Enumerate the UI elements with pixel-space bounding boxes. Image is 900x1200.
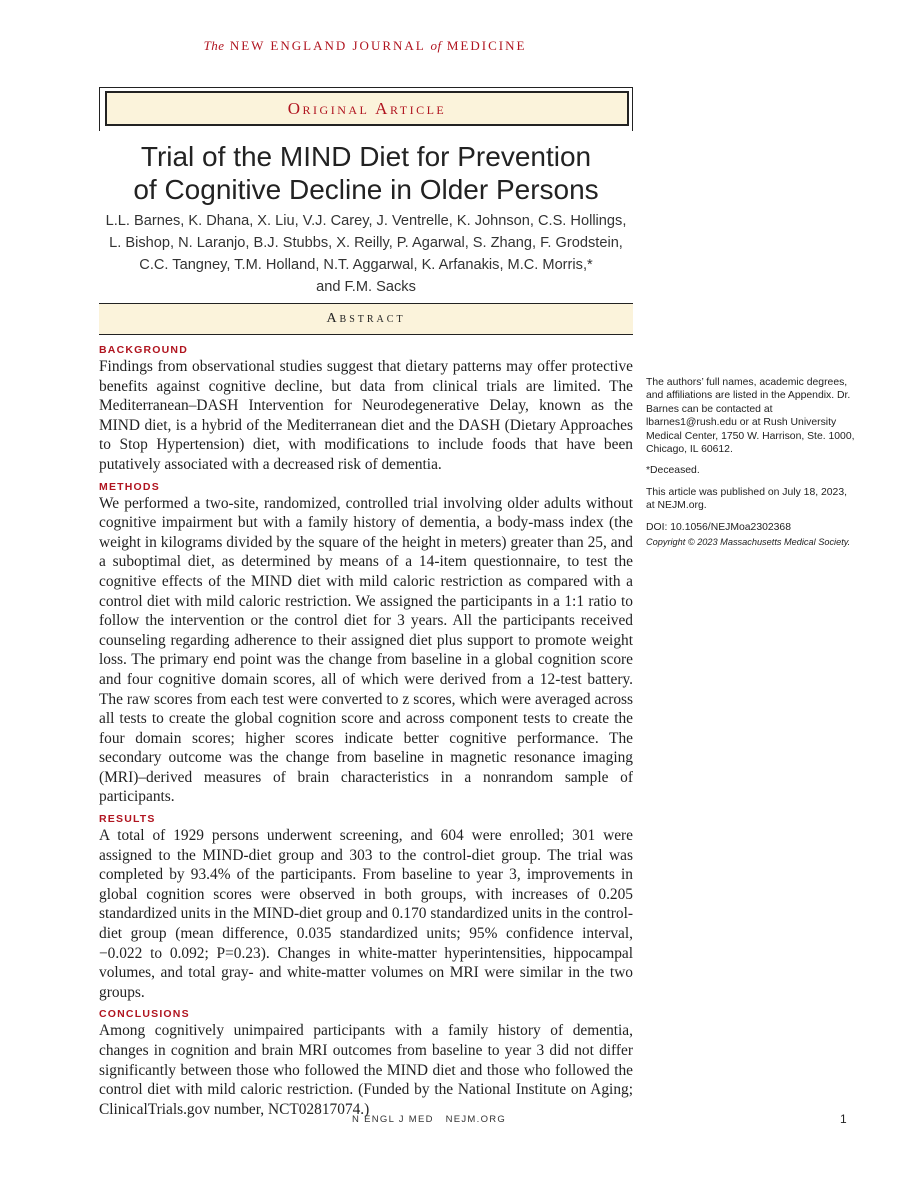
results-text: A total of 1929 persons underwent screening, and 604 were enrolled; 301 were assigned to the MIND-diet group and 303 to the control-diet group. The trial was completed by 93.4% of the participants. From baseline to year 3, improvements in global cognition scores were observed in both groups, with increases of 0.205 standardized units in the MIND-diet group and 0.170 standardized units in the control-diet group (mean difference, 0.035 standardized units; 95% confidence interval, −0.022 to 0.092; P=0.23). Changes in white-matter hyperintensities, hippocampal volumes, and total gray- and white-matter volumes on MRI were similar in the two groups. <box>99 827 633 1001</box>
conclusions-text: Among cognitively unimpaired participants with a family history of dementia, changes in cognition and brain MRI outcomes from baseline to year 3 did not differ significantly between those who followed the MIND diet and those who followed the control diet with mild caloric restriction. (Funded by the National Institute on Aging; ClinicalTrials.gov number, NCT02817074.) <box>99 1022 633 1118</box>
journal-prefix: The <box>203 38 225 53</box>
published-note: This article was published on July 18, 2023, at NEJM.org. <box>646 486 847 512</box>
abstract-header <box>99 303 633 335</box>
journal-name-end: MEDICINE <box>446 38 527 53</box>
doi-note: DOI: 10.1056/NEJMoa2302368 <box>646 521 791 533</box>
conclusions-heading: CONCLUSIONS <box>99 1008 190 1021</box>
journal-name-main: NEW ENGLAND JOURNAL <box>229 38 426 53</box>
background-text: Findings from observational studies suggest that dietary patterns may offer protective benefits against cognitive decline, but data from clinical trials are limited. The Mediterranean–DASH Intervention for Neurodegenerative Delay, known as the MIND diet, is a hybrid of the Mediterranean diet and the DASH (Dietary Approaches to Stop Hypertension) diet, with modifications to include foods that have been putatively associated with a decreased risk of dementia. <box>99 358 633 473</box>
title-line-1: Trial of the MIND Diet for Prevention <box>140 141 592 172</box>
author-line-1: L.L. Barnes, K. Dhana, X. Liu, V.J. Carey, J. Ventrelle, K. Johnson, C.S. Hollings, <box>105 213 627 229</box>
results-heading: RESULTS <box>99 813 156 826</box>
affiliations-note: The authors’ full names, academic degrees, and affiliations are listed in the Appendix. Dr. Barnes can be contacted at lbarnes1@rush.edu or at Rush University Medical Center, 1750 W. Harrison, Ste. 1000, Chicago, IL 60612. <box>646 377 855 456</box>
author-list <box>99 210 633 298</box>
copyright-note: Copyright © 2023 Massachusetts Medical Society. <box>646 537 851 548</box>
author-line-2: L. Bishop, N. Laranjo, B.J. Stubbs, X. Reilly, P. Agarwal, S. Zhang, F. Grodstein, <box>109 235 623 251</box>
journal-reference: N ENGL J MED NEJM.ORG <box>352 1114 507 1125</box>
page-number: 1 <box>840 1112 847 1126</box>
methods-heading: METHODS <box>99 480 160 493</box>
abstract-body <box>99 343 633 1124</box>
background-heading: BACKGROUND <box>99 344 188 356</box>
title-line-2: of Cognitive Decline in Older Persons <box>133 174 599 205</box>
article-type-box <box>105 91 629 126</box>
methods-text: We performed a two-site, randomized, controlled trial involving older adults without cognitive impairment but with a family history of dementia, a body-mass index (the weight in kilograms divided by the square of the height in meters) greater than 25, and a suboptimal diet, as determined by means of a 14-item questionnaire, to test the cognitive effects of the MIND diet with mild caloric restriction as compared with a control diet with mild caloric restriction. We assigned the participants in a 1:1 ratio to follow the intervention or the control diet for 3 years. All the participants received counseling regarding adherence to their assigned diet plus support to promote weight loss. The primary end point was the change from baseline in a global cognition score and four cognitive domain scores, all of which were derived from a 12-test battery. The raw scores from each test were converted to z scores, which were averaged across all tests to create the global cognition score and across component tests to create the four domain scores; higher scores indicate better cognitive performance. The secondary outcome was the change from baseline in magnetic resonance imaging (MRI)–derived measures of brain characteristics in a nonrandom sample of participants. <box>99 494 633 806</box>
article-title <box>99 140 633 206</box>
abstract-label: Abstract <box>326 311 406 326</box>
article-type-label: Original Article <box>287 98 447 118</box>
journal-of: of <box>430 38 442 53</box>
sidebar-notes <box>646 376 856 557</box>
journal-masthead <box>0 38 730 54</box>
deceased-note: *Deceased. <box>646 465 700 477</box>
author-line-4: and F.M. Sacks <box>316 279 416 295</box>
author-line-3: C.C. Tangney, T.M. Holland, N.T. Aggarwal, K. Arfanakis, M.C. Morris,* <box>139 257 593 273</box>
